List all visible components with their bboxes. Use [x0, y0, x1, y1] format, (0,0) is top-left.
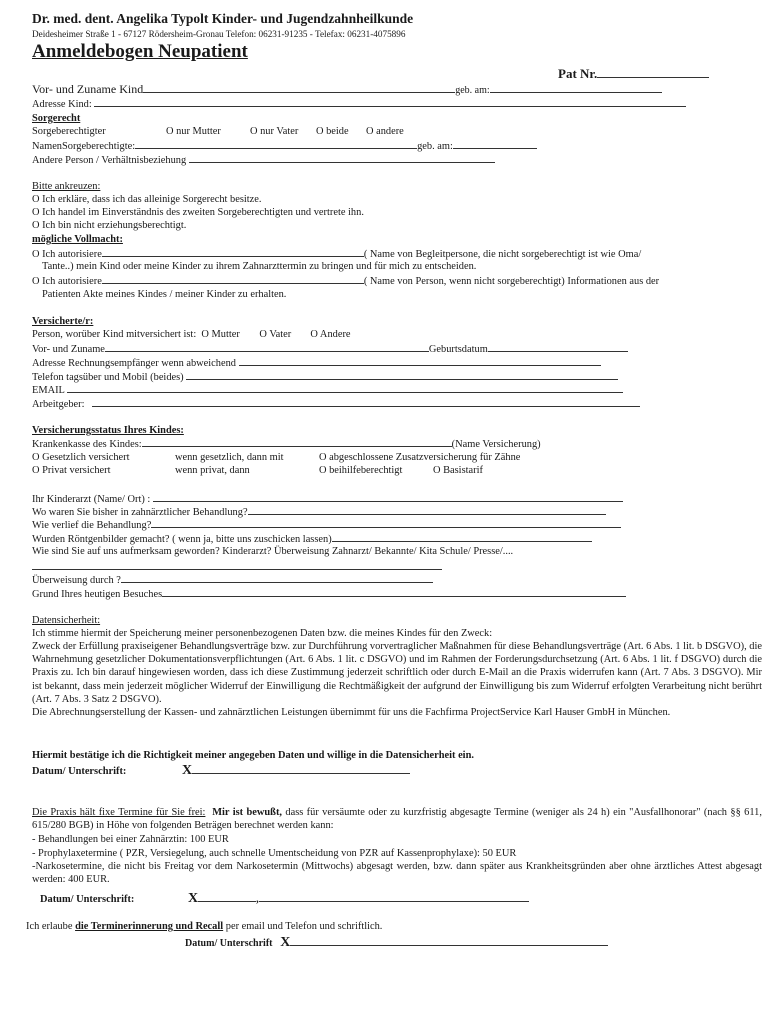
proxy-1-desc: ( Name von Begleitpersone, die nicht sorgeberechtigt ist wie Oma/	[363, 249, 642, 260]
insured-option-other[interactable]: O Andere	[310, 329, 351, 340]
insured-birth-input[interactable]	[488, 342, 628, 352]
appointments-date-input[interactable]	[198, 892, 256, 902]
custody-heading: Sorgerecht	[32, 113, 81, 124]
option-subsidy[interactable]: O beihilfeberechtigt	[319, 465, 403, 476]
fund-input[interactable]	[142, 437, 452, 447]
phone-input[interactable]	[186, 370, 618, 380]
appointments-rest: dass für versäumte oder zu kurzfristig abgesagte Termine (weniger als 24 h) ein "Ausfallhonorar" (nach §§ 611, 615/280 BGB) in Höhe von folgenden Beträgen berechnet werden kann:	[32, 807, 762, 832]
statutory-with-label: wenn gesetzlich, dann mit	[175, 452, 284, 463]
proxy-1-name-input[interactable]	[102, 247, 364, 257]
referral-label: Überweisung durch ?	[32, 575, 121, 586]
source-row: Wie sind Sie auf uns aufmerksam geworden? Kinderarzt? Überweisung Zahnarzt/ Bekannte/ Kita Schule/ Presse/....	[32, 546, 514, 557]
email-input[interactable]	[67, 383, 623, 393]
previous-row	[32, 505, 606, 519]
insurance-heading: Versicherungsstatus Ihres Kindes:	[32, 425, 184, 436]
child-address-label: Adresse Kind:	[32, 99, 92, 110]
course-input[interactable]	[151, 518, 621, 528]
option-only-father[interactable]: O nur Vater	[250, 126, 299, 137]
employer-input[interactable]	[92, 397, 640, 407]
email-row	[32, 383, 623, 397]
insured-birth-label: Geburtsdatum	[428, 344, 488, 355]
doctor-row	[32, 492, 623, 506]
insurance-row-2	[32, 464, 483, 477]
custody-row	[32, 125, 404, 138]
insured-heading: Versicherte/r:	[32, 316, 94, 327]
proxy-item-1	[32, 247, 641, 261]
proxy-2-desc: ( Name von Person, wenn nicht sorgeberechtigt) Informationen aus der	[363, 276, 660, 287]
appointments-signature-row	[40, 892, 529, 906]
other-person-input[interactable]	[189, 153, 495, 163]
other-person-row	[32, 153, 495, 167]
practice-name: Dr. med. dent. Angelika Typolt Kinder- und Jugendzahnheilkunde	[32, 11, 414, 26]
child-name-label: Vor- und Zuname Kind	[32, 82, 144, 96]
tick-not-guardian[interactable]: O Ich bin nicht erziehungsberechtigt.	[32, 220, 187, 231]
insurance-row-1	[32, 451, 520, 464]
recall-sign-label: Datum/ Unterschrift	[185, 938, 273, 949]
billing-company-paragraph: Die Abrechnungserstellung der Kassen- und zahnärztlichen Leistungen übernimmt für uns die Fachfirma ProjectService Karl Hauser GmbH in München.	[32, 707, 671, 718]
employer-row	[32, 397, 640, 411]
appointments-aware: Mir ist bewußt,	[212, 807, 282, 818]
recall-consent: die Terminerinnerung und Recall	[75, 921, 224, 932]
doctor-label: Ihr Kinderarzt (Name/ Ort) :	[32, 494, 151, 505]
recall-signature-row	[185, 936, 608, 950]
guardian-names-label: NamenSorgeberechtigte:	[32, 141, 136, 152]
option-basic-tariff[interactable]: O Basistarif	[433, 465, 483, 476]
recall-row	[26, 920, 382, 933]
child-name-input[interactable]	[143, 83, 455, 93]
privacy-signature-row	[32, 764, 410, 778]
other-person-label: Andere Person / Verhältnisbeziehung	[32, 155, 187, 166]
insured-option-mother[interactable]: O Mutter	[201, 329, 240, 340]
referral-input[interactable]	[121, 573, 433, 583]
course-row	[32, 518, 621, 532]
guardian-names-row	[32, 139, 537, 153]
recall-sign-x: X	[280, 935, 291, 950]
phone-row	[32, 370, 618, 384]
child-dob-label: geb. am:	[455, 85, 490, 96]
course-label: Wie verlief die Behandlung?	[32, 520, 152, 531]
proxy-item-2	[32, 274, 659, 288]
option-other[interactable]: O andere	[366, 126, 404, 137]
practice-address: Deidesheimer Straße 1 - 67127 Rödersheim-Gronau Telefon: 06231-91235 - Telefax: 06231-4075896	[32, 29, 406, 39]
appointments-lead: Die Praxis hält fixe Termine für Sie frei:	[32, 807, 206, 818]
proxy-2-cont: Patienten Akte meines Kindes / meiner Kinder zu erhalten.	[42, 289, 287, 300]
billing-row	[32, 356, 601, 370]
tick-consent-second[interactable]: O Ich handel im Einverständnis des zweiten Sorgeberechtigten und vertrete ihn.	[32, 207, 364, 218]
referral-row	[32, 573, 433, 587]
privacy-sign-x: X	[182, 763, 193, 778]
insured-person-label: Person, worüber Kind mitversichert ist:	[32, 329, 197, 340]
insured-name-label: Vor- und Zuname	[32, 344, 105, 355]
recall-signature-input[interactable]	[290, 936, 608, 946]
source-input[interactable]	[32, 560, 442, 570]
child-name-row	[32, 82, 662, 98]
child-dob-input[interactable]	[490, 83, 662, 93]
option-statutory[interactable]: O Gesetzlich versichert	[32, 452, 130, 463]
guardians-label: Sorgeberechtigter	[32, 126, 106, 137]
recall-start: Ich erlaube	[26, 921, 73, 932]
option-only-mother[interactable]: O nur Mutter	[166, 126, 221, 137]
fund-suffix: (Name Versicherung)	[451, 439, 541, 450]
appointments-paragraph	[32, 806, 762, 832]
privacy-confirm: Hiermit bestätige ich die Richtigkeit meiner angegeben Daten und willige in die Datensicherheit ein.	[32, 750, 474, 761]
appointments-sign-comma: ,	[256, 894, 259, 905]
child-address-input[interactable]	[94, 97, 686, 107]
billing-input[interactable]	[239, 356, 601, 366]
billing-label: Adresse Rechnungsempfänger wenn abweichend	[32, 358, 236, 369]
proxy-1-check[interactable]: O Ich autorisiere	[32, 249, 102, 260]
child-address-row	[32, 97, 686, 111]
appointments-sign-label: Datum/ Unterschrift:	[40, 894, 135, 905]
fee-prophylaxis: - Prophylaxetermine ( PZR, Versiegelung, auch schnelle Umentscheidung von PZR auf Kassenprophylaxe): 50 EUR	[32, 848, 517, 859]
fee-anesthesia: -Narkosetermine, die nicht bis Freitag vor dem Narkosetermin (Mittwochs) abgesagt werden, bzw. dann später aus Krankheitsgründen aber ohne ärztliches Attest abgesagt werden: 400 EUR.	[32, 861, 762, 886]
tick-heading: Bitte ankreuzen:	[32, 181, 101, 192]
privacy-heading: Datensicherheit:	[32, 615, 101, 626]
insured-name-input[interactable]	[105, 342, 429, 352]
fund-row	[32, 437, 541, 451]
pat-nr-field	[558, 66, 709, 81]
insured-person-row	[32, 328, 351, 341]
pat-nr-input[interactable]	[597, 68, 709, 78]
pat-nr-label: Pat Nr.	[558, 66, 598, 81]
previous-label: Wo waren Sie bisher in zahnärztlicher Behandlung?	[32, 507, 248, 518]
xray-row	[32, 532, 592, 546]
option-private[interactable]: O Privat versichert	[32, 465, 111, 476]
proxy-2-name-input[interactable]	[102, 274, 364, 284]
private-then-label: wenn privat, dann	[175, 465, 250, 476]
privacy-paragraph: Zweck der Erfüllung praxiseigener Behandlungsverträge bzw. zur Durchführung vorvertraglicher Maßnahmen für diese Behandlungsverträge (Art. 6 Abs. 1 lit. b DSGVO), die Wahrnehmung gesetzlicher Dokumentationsverpflichtungen (Art. 6 Abs. 1 lit. c DSGVO) und im Rahmen der Forderungsdurchsetzung (Art. 6 Abs. 1 lit. f DSGVO) durch die Praxis zu. Ich bin darauf hingewiesen worden, dass ich diese Zustimmung jederzeit schriftlich oder durch E-Mail an die Praxis widerrufen kann (Art. 7 Abs. 3 DSGVO). Mir ist bekannt, dass mein jederzeit möglicher Widerruf der Einwilligung die Rechtmäßigkeit der aufgrund der Einwilligung bis zum Widerruf erfolgten Verarbeitung nicht berührt (Art. 7 Abs. 3 Satz 2 DSGVO).	[32, 641, 762, 705]
page-title: Anmeldebogen Neupatient	[32, 41, 248, 62]
guardian-names-input[interactable]	[135, 139, 417, 149]
doctor-input[interactable]	[153, 492, 623, 502]
previous-input[interactable]	[248, 505, 606, 515]
insured-option-father[interactable]: O Vater	[259, 329, 292, 340]
guardian-dob-label: geb. am:	[417, 141, 453, 152]
appointments-sign-x: X	[188, 891, 199, 906]
proxy-1-cont: Tante..) mein Kind oder meine Kinder zu ihrem Zahnarzttermin zu bringen und für mich zu entscheiden.	[42, 261, 477, 272]
xray-input[interactable]	[332, 532, 592, 542]
option-dental-supplement[interactable]: O abgeschlossene Zusatzversicherung für Zähne	[319, 452, 521, 463]
proxy-heading: mögliche Vollmacht:	[32, 234, 123, 245]
proxy-2-check[interactable]: O Ich autorisiere	[32, 276, 102, 287]
privacy-sign-label: Datum/ Unterschrift:	[32, 766, 127, 777]
employer-label: Arbeitgeber:	[32, 399, 85, 410]
phone-label: Telefon tagsüber und Mobil (beides)	[32, 372, 184, 383]
email-label: EMAIL	[32, 385, 65, 396]
xray-label: Wurden Röntgenbilder gemacht? ( wenn ja, bitte uns zuschicken lassen)	[32, 534, 332, 545]
recall-end: per email und Telefon und schriftlich.	[225, 921, 383, 932]
reason-label: Grund Ihres heutigen Besuches	[32, 589, 163, 600]
source-input-row	[32, 560, 442, 574]
appointments-signature-input[interactable]	[259, 892, 529, 902]
tick-sole-custody[interactable]: O Ich erkläre, dass ich das alleinige Sorgerecht besitze.	[32, 194, 262, 205]
fee-treatment: - Behandlungen bei einer Zahnärztin: 100 EUR	[32, 834, 229, 845]
reason-row	[32, 587, 626, 601]
insured-name-row	[32, 342, 628, 356]
fund-label: Krankenkasse des Kindes:	[32, 439, 142, 450]
reason-input[interactable]	[162, 587, 626, 597]
guardian-dob-input[interactable]	[453, 139, 537, 149]
option-both[interactable]: O beide	[316, 126, 349, 137]
privacy-intro: Ich stimme hiermit der Speicherung meiner personenbezogenen Daten bzw. die meines Kindes für den Zweck:	[32, 628, 493, 639]
privacy-signature-input[interactable]	[192, 764, 410, 774]
